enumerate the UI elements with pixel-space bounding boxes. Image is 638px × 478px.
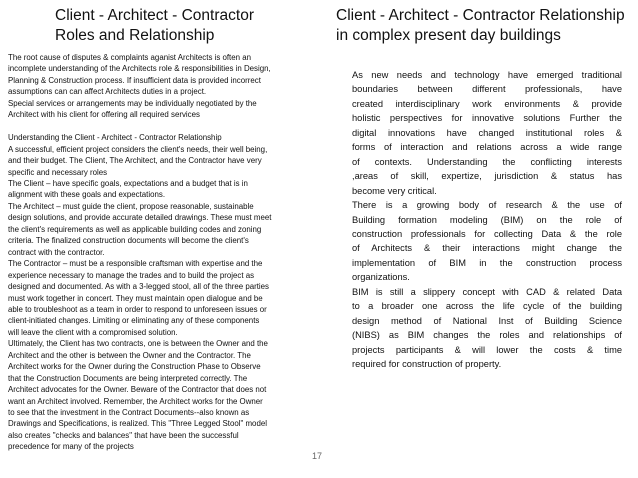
- right-column-title: [336, 6, 636, 46]
- right-body-line: of contexts. Understanding the conflicting interests: [352, 156, 622, 167]
- right-body-line: forms of interaction and relations across a wide range: [352, 142, 622, 153]
- left-body-line: Architect and the other is between the Owner and the Contractor. The: [8, 350, 251, 360]
- right-body-line: organizations.: [352, 272, 410, 283]
- left-title-line-1: Client - Architect - Contractor: [55, 7, 254, 24]
- left-title-line-2: Roles and Relationship: [55, 27, 215, 44]
- left-body-line: experience necessary to manage the trades and to build the project as: [8, 270, 255, 280]
- left-body-line: client-initiated changes. Limiting or eliminating any of these components: [8, 316, 260, 326]
- left-body-line: The Client – have specific goals, expectations and a budget that is in: [8, 178, 248, 188]
- left-body-line: Architect advocates for the Owner. Beware of the Contractor that does not: [8, 385, 267, 395]
- right-body-line: (NIBS) as BIM changes the roles and relationships of: [352, 330, 622, 341]
- left-body-line: Architect works for the Owner during the Construction Phase to Observe: [8, 362, 261, 372]
- left-body-line: Ultimately, the Client has two contracts, one is between the Owner and the: [8, 339, 268, 349]
- left-body-line: assumptions can can affect Architects duties in a project.: [8, 87, 207, 97]
- left-column-title: [55, 6, 315, 46]
- left-body-line: to see that the investment in the Contract Documents--also known as: [8, 408, 250, 418]
- left-body-line: alignment with these goals and expectations.: [8, 190, 166, 200]
- left-body-line: incomplete understanding of the Architects role & responsibilities in Design,: [8, 64, 271, 74]
- left-column-body-text: [8, 52, 306, 453]
- right-body-line: BIM is still a slippery concept with CAD & related Data: [352, 286, 622, 297]
- paragraph-gap: [8, 121, 306, 132]
- left-body-line: Understanding the Client - Architect - Contractor Relationship: [8, 133, 222, 143]
- left-body-line: contract with the contractor.: [8, 247, 105, 257]
- right-body-line: required for construction of property.: [352, 359, 502, 370]
- right-body-line: There is a growing body of research & the use of: [352, 200, 622, 211]
- right-body-line: implementation of BIM in the construction process: [352, 257, 622, 268]
- left-body-line: The root cause of disputes & complaints aganist Architects is often an: [8, 53, 251, 62]
- left-body-line: Drawings and Specifications, is realized. This "Three Legged Stool" model: [8, 419, 267, 429]
- right-body-line: construction professionals for collecting Data & the role: [352, 228, 622, 239]
- left-body-line: the client's requirements as well as applicable building codes and zoning: [8, 224, 262, 234]
- left-body-line: Planning & Construction process. If insufficient data is provided incorrect: [8, 75, 261, 85]
- left-body-line: Special services or arrangements may be individually negotiated by the: [8, 98, 257, 108]
- right-body-line: digital innovations have changed institutional roles &: [352, 127, 622, 138]
- left-body-line: that the Construction Documents are being interpreted correctly. The: [8, 373, 248, 383]
- left-body-line: and their budget. The Client, The Architect, and the Contractor have very: [8, 156, 262, 166]
- right-title-line-1: Client - Architect - Contractor Relationship: [336, 7, 625, 24]
- left-body-line: design solutions, and provide accurate detailed drawings. These must meet: [8, 213, 272, 223]
- right-body-line: ,areas of skill, expertize, jurisdiction & status has: [352, 171, 622, 182]
- left-body-line: designed and documented. As with a 3-legged stool, all of the three parties: [8, 282, 269, 292]
- left-body-line: The Contractor – must be a responsible craftsman with expertise and the: [8, 259, 263, 269]
- left-body-line: criteria. The finalized construction documents will become the client's: [8, 236, 249, 246]
- right-body-line: become very critical.: [352, 185, 437, 196]
- right-column-body-text: [352, 68, 622, 372]
- right-title-line-2: in complex present day buildings: [336, 27, 561, 44]
- page-number: 17: [312, 451, 323, 461]
- right-body-line: As new needs and technology have emerged traditional: [352, 70, 622, 80]
- left-body-line: also creates "checks and balances" that have been the successful: [8, 430, 239, 440]
- left-body-line: specific and necessary roles: [8, 167, 108, 177]
- right-body-line: to a broader one across the life cycle of the building: [352, 301, 622, 312]
- right-body-line: Building formation modeling (BIM) on the role of: [352, 214, 622, 225]
- left-body-line: must work together in concert. They must maintain open dialogue and be: [8, 293, 263, 303]
- right-body-line: projects participants & will lower the costs & time: [352, 344, 622, 355]
- left-body-line: Architect with his client for offering all required services: [8, 110, 200, 120]
- left-body-line: The Architect – must guide the client, propose reasonable, sustainable: [8, 201, 254, 211]
- left-body-line: able to troubleshoot as a team in order to respond to unforeseen issues or: [8, 304, 267, 314]
- left-body-line: will leave the client with a compromised solution.: [8, 327, 178, 337]
- right-body-line: of Architects & their interactions might change the: [352, 243, 622, 254]
- right-body-line: design method of National Inst of Building Science: [352, 315, 622, 326]
- left-body-line: precedence for many of the projects: [8, 442, 134, 452]
- right-body-line: created interdisciplinary work environments & provide: [352, 98, 622, 109]
- left-body-line: A successful, efficient project considers the client's needs, their well being,: [8, 144, 268, 154]
- right-body-line: boundaries between different professionals, have: [352, 84, 622, 95]
- left-body-line: want an Architect involved. Remember, the Architect works for the Owner: [8, 396, 263, 406]
- right-body-line: holistic perspectives for innovative solutions Further the: [352, 113, 622, 124]
